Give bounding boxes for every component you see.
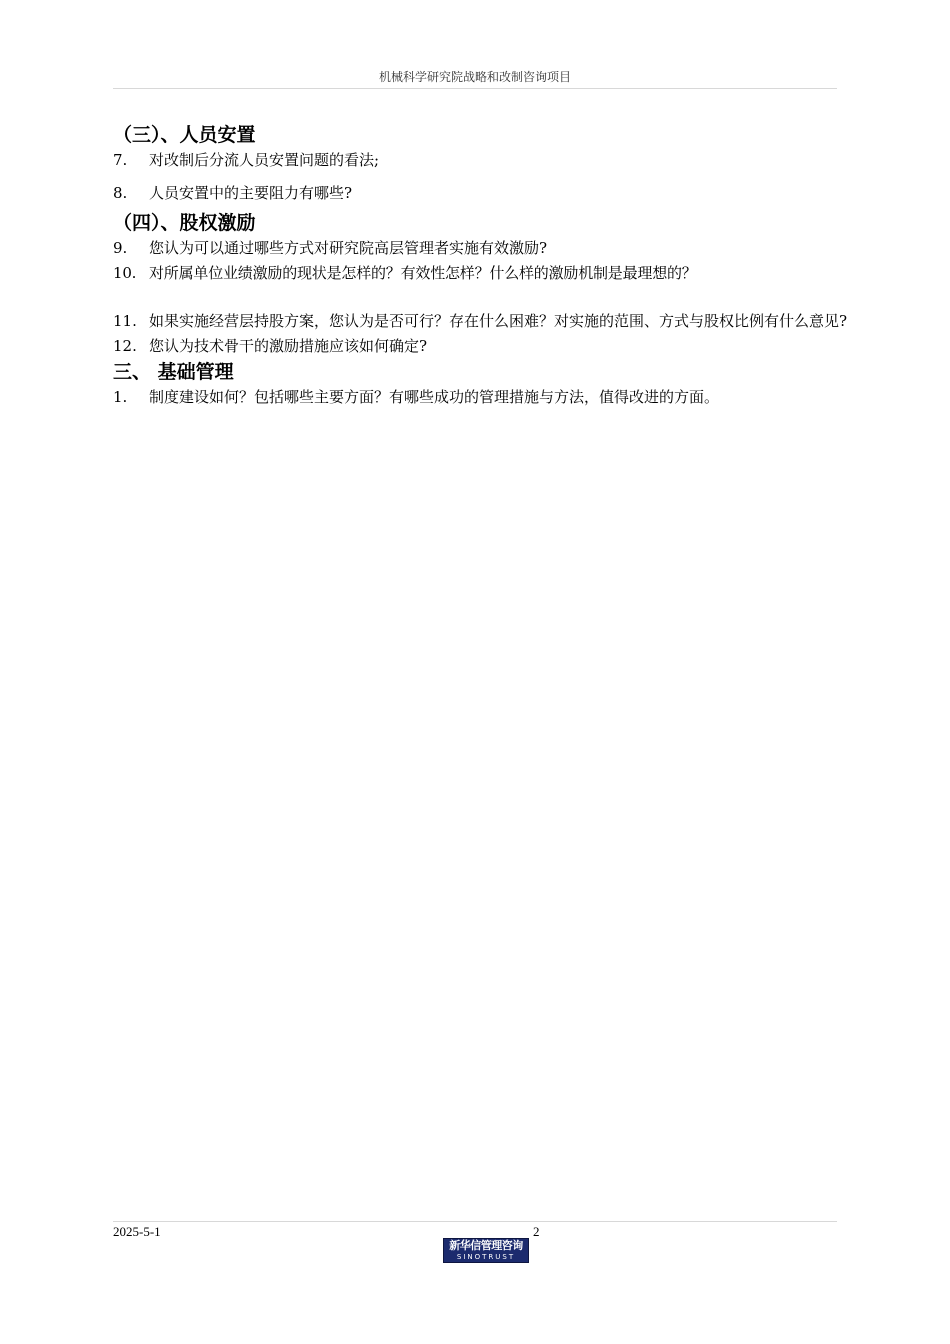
section-personnel [113, 122, 853, 206]
list-item [113, 379, 873, 415]
item-text: 您认为可以通过哪些方式对研究院高层管理者实施有效激励? [149, 239, 548, 257]
item-text: 如果实施经营层持股方案，您认为是否可行？存在什么困难？对实施的范围、方式与股权比例有什么意见? [149, 312, 848, 330]
item-number: 8. [113, 184, 128, 202]
item-number: 1. [113, 388, 128, 406]
list-item [113, 309, 873, 334]
sinotrust-logo [443, 1238, 529, 1263]
item-number: 11. [113, 312, 137, 330]
footer-divider [113, 1221, 837, 1222]
logo-chinese-text: 新华信管理咨询 [449, 1239, 523, 1252]
section-equity-incentive [113, 210, 853, 359]
item-number: 10. [113, 264, 137, 282]
item-number: 12. [113, 337, 137, 355]
section-heading: 三、 基础管理 [113, 361, 234, 383]
item-text: 人员安置中的主要阻力有哪些? [149, 184, 353, 202]
document-body [113, 118, 853, 415]
page-header: 机械科学研究院战略和改制咨询项目 [113, 68, 837, 89]
section-heading: （三）、人员安置 [113, 124, 256, 146]
item-number: 7. [113, 151, 128, 169]
list-item [113, 181, 849, 206]
list-item [113, 261, 889, 286]
item-text: 您认为技术骨干的激励措施应该如何确定? [149, 337, 428, 355]
section-heading: （四）、股权激励 [113, 212, 256, 234]
page-number: 2 [533, 1224, 540, 1239]
list-item [113, 236, 849, 261]
list-item [113, 334, 849, 359]
item-number: 9. [113, 239, 128, 257]
list-item [113, 148, 849, 173]
logo-english-text: SINOTRUST [456, 1253, 516, 1261]
item-text: 对改制后分流人员安置问题的看法; [149, 151, 380, 169]
section-basic-management [113, 359, 853, 415]
item-text: 对所属单位业绩激励的现状是怎样的？有效性怎样？什么样的激励机制是最理想的？ [149, 264, 697, 282]
item-text: 制度建设如何？包括哪些主要方面？有哪些成功的管理措施与方法，值得改进的方面。 [149, 388, 720, 406]
footer-date: 2025-5-1 [113, 1224, 161, 1239]
